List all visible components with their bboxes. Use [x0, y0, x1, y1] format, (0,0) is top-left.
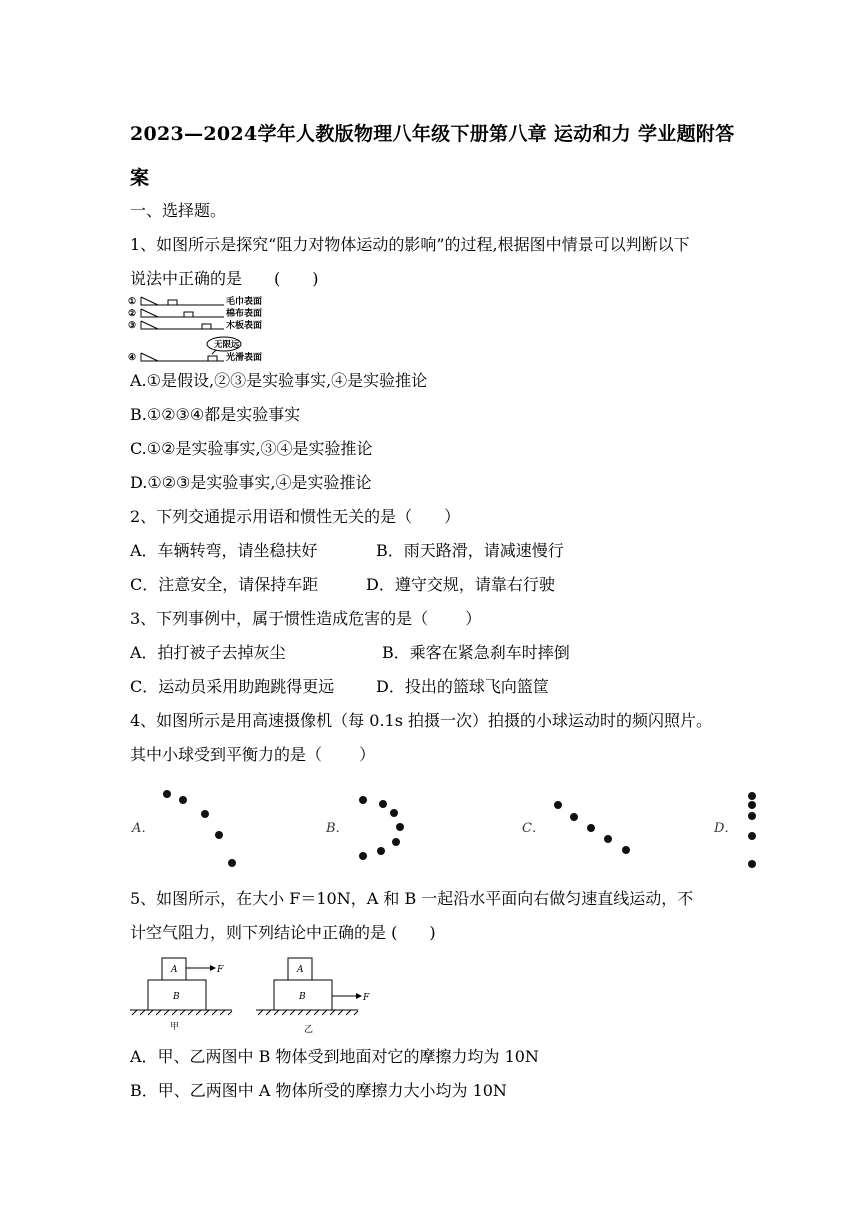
q1-cart-1 — [168, 300, 177, 305]
q4-a-ball — [228, 859, 236, 867]
q4-c-ball — [554, 801, 562, 809]
document-title: 2023—2024学年人教版物理八年级下册第八章 运动和力 学业题附答案 — [130, 123, 735, 189]
q4-label-c: C． — [522, 821, 545, 836]
q1-fig-surface-2: 棉布表面 — [226, 309, 263, 319]
q5-yi-label-b: B — [299, 992, 306, 1002]
q4-c-ball — [570, 813, 578, 821]
q5-caption-jia: 甲 — [170, 1022, 180, 1032]
q2-option-d: D．遵守交规，请靠右行驶 — [366, 575, 555, 594]
q1-option-c: C.①②是实验事实,③④是实验推论 — [130, 439, 373, 458]
q5-caption-yi: 乙 — [304, 1025, 314, 1035]
q1-option-b: B.①②③④都是实验事实 — [130, 405, 301, 424]
q1-fig-surface-3: 木板表面 — [226, 321, 263, 331]
q1-cart-4 — [208, 356, 217, 361]
q5-stem-line2: 计空气阻力，则下列结论中正确的是 ( ) — [130, 923, 436, 942]
q4-d-ball — [748, 812, 756, 820]
q3-stem: 3、下列事例中，属于惯性造成危害的是（ ） — [130, 609, 482, 628]
q4-label-b: B． — [326, 821, 349, 836]
q2-option-a: A．车辆转弯，请坐稳扶好 — [130, 541, 318, 560]
q1-fig-bubble-label: 无限远 — [214, 340, 240, 350]
q5-option-a: A．甲、乙两图中 B 物体受到地面对它的摩擦力均为 10N — [130, 1047, 539, 1066]
q1-figure-surfaces — [128, 294, 278, 366]
q1-ramp-3 — [141, 321, 158, 329]
q1-fig-num-3: ③ — [128, 321, 137, 331]
q2-option-c: C．注意安全，请保持车距 — [130, 575, 319, 594]
q4-d-ball — [748, 860, 756, 868]
q4-a-ball — [201, 810, 209, 818]
q4-strobe-photos — [126, 780, 766, 876]
q1-stem-line2: 说法中正确的是 ( ) — [130, 269, 319, 288]
q4-label-d: D． — [714, 821, 738, 836]
q4-b-ball — [359, 796, 367, 804]
q2-stem: 2、下列交通提示用语和惯性无关的是（ ） — [130, 507, 461, 526]
q1-fig-surface-1: 毛巾表面 — [226, 297, 263, 307]
q4-b-ball — [379, 800, 387, 808]
q1-cart-3 — [202, 324, 211, 329]
q3-option-a: A．拍打被子去掉灰尘 — [130, 643, 286, 662]
q3-option-b: B．乘客在紧急刹车时摔倒 — [382, 643, 570, 662]
q1-cart-2 — [184, 312, 193, 317]
q4-stem-line2: 其中小球受到平衡力的是（ ） — [130, 745, 376, 764]
section-heading: 一、选择题。 — [130, 201, 227, 220]
q1-option-a: A.①是假设,②③是实验事实,④是实验推论 — [130, 371, 428, 390]
q1-fig-num-2: ② — [128, 309, 137, 319]
q5-yi-label-a: A — [297, 965, 304, 975]
q4-a-ball — [179, 796, 187, 804]
q5-figure-blocks — [128, 954, 378, 1036]
q5-jia-label-a: A — [171, 965, 178, 975]
q1-ramp-4 — [141, 353, 158, 361]
q3-option-d: D．投出的篮球飞向篮筐 — [376, 677, 549, 696]
q4-b-ball — [359, 852, 367, 860]
q3-option-c: C．运动员采用助跑跳得更远 — [130, 677, 335, 696]
q1-fig-num-4: ④ — [128, 353, 137, 363]
q4-c-ball — [604, 835, 612, 843]
q4-a-ball — [215, 831, 223, 839]
q4-stem-line1: 4、如图所示是用高速摄像机（每 0.1s 拍摄一次）拍摄的小球运动时的频闪照片。 — [130, 711, 713, 730]
q5-jia-label-f: F — [217, 965, 224, 975]
q1-ramp-2 — [141, 309, 158, 317]
q5-jia-label-b: B — [173, 992, 180, 1002]
q4-b-ball — [390, 809, 398, 817]
q1-fig-surface-4: 光滑表面 — [226, 353, 263, 363]
q1-stem-line1: 1、如图所示是探究“阻力对物体运动的影响”的过程,根据图中情景可以判断以下 — [130, 235, 690, 254]
q1-option-d: D.①②③是实验事实,④是实验推论 — [130, 473, 372, 492]
q5-yi-label-f: F — [363, 993, 370, 1003]
q1-fig-num-1: ① — [128, 297, 137, 307]
q4-c-ball — [587, 824, 595, 832]
q4-b-ball — [396, 823, 404, 831]
q4-b-ball — [392, 838, 400, 846]
q4-b-ball — [377, 847, 385, 855]
q4-d-ball — [748, 832, 756, 840]
q4-d-ball — [748, 792, 756, 800]
q5-stem-line1: 5、如图所示，在大小 F＝10N，A 和 B 一起沿水平面向右做匀速直线运动，不 — [130, 889, 694, 908]
q1-ramp-1 — [141, 297, 158, 305]
q5-option-b: B．甲、乙两图中 A 物体所受的摩擦力大小均为 10N — [130, 1081, 507, 1100]
q4-c-ball — [622, 846, 630, 854]
q2-option-b: B．雨天路滑，请减速慢行 — [376, 541, 564, 560]
q4-label-a: A． — [132, 821, 155, 836]
q4-d-ball — [748, 801, 756, 809]
q4-a-ball — [163, 790, 171, 798]
